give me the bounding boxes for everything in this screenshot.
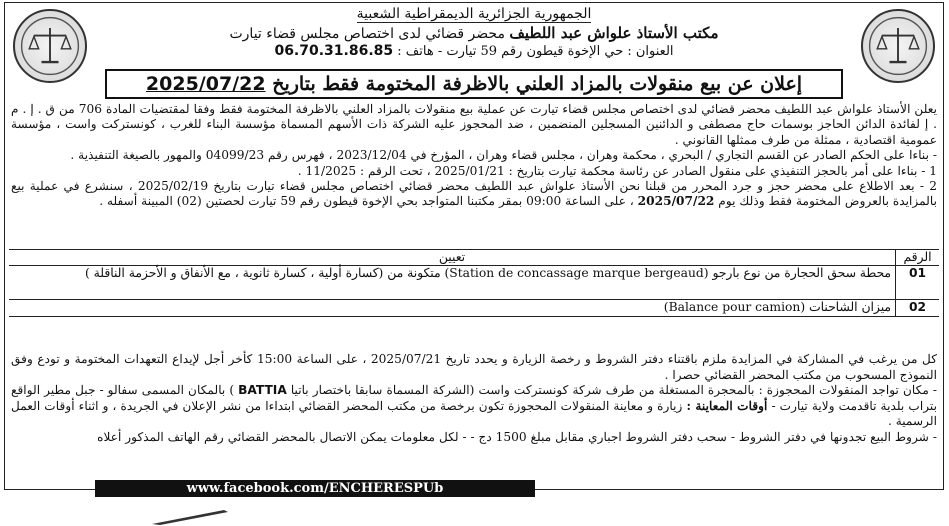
office-title	[105, 24, 843, 42]
terms-paragraph: - شروط البيع تجدونها في دفتر الشروط - سحب دفتر الشروط اجباري مقابل مبلغ 1500 دج - - لكل معلومات يمكن الاتصال بالمحضر القضائي رقم الهاتف المذكور أعلاه	[97, 429, 937, 444]
office-address	[105, 43, 843, 59]
notice-headline	[105, 69, 843, 99]
scales-icon	[863, 11, 933, 81]
sale-date-paragraph: 2 - بعد الاطلاع على محضر حجز و جرد المحرر من قبلنا نحن الأستاذ علواش عبد اللطيف محضر قضائي اختصاص مجلس قضاء تيارت بتاريخ 2025/02/19 ، سنشرع في عملية بيع بالمزايدة بالعروض المختومة فقط وذلك يوم 2025/07/22 ، على الساعة 09:00 بمقر مكتبنا المتواجد بحي الإخوة قيطون رقم 59 تيارت لحصتين (02) المبينة أسفله .	[11, 179, 937, 209]
item-description: محطة سحق الحجارة من نوع بارجو (Station de concassage marque bergeaud) متكونة من (كسارة أولية ، كسارة ثانوية ، مع الأنفاق و الأحزمة الناقلة )	[84, 266, 891, 280]
items-table-header	[9, 250, 939, 266]
company-brand: BATTIA	[238, 383, 287, 398]
facebook-link[interactable]: www.facebook.com/ENCHERESPUb	[95, 480, 535, 497]
scales-of-justice-seal-left	[13, 9, 87, 83]
notice-body	[11, 102, 937, 210]
headline-date: 2025/07/22	[145, 73, 266, 95]
item-number: 01	[895, 266, 939, 299]
office-role: محضر قضائي لدى اختصاص مجلس قضاء تيارت	[229, 26, 505, 42]
location-paragraph: - مكان تواجد المنقولات المحجوزة : بالمحجرة المستغلة من طرف شركة كونسترکت واست (الشركة المسماة سابقا باختصار باتيا BATTIA ) بالمكان المسمى سفالو - جبل مطير الواقع بتراب بلدية تاقدمت ولاية تيارت - أوقات المعاينة : زيارة و معاينة المنقولات المحجوزة تكون برخصة من مكتب المحضر القضائي ابتداءا من نشر الإعلان في الجريدة ، و اثناء أوقات العمل الرسمية .	[11, 383, 938, 429]
intro-paragraph: يعلن الأستاذ علواش عبد اللطيف محضر قضائي لدى اختصاص مجلس قضاء تيارت عن عملية بيع منقولات بالمزاد العلني بالاظرفة المختومة فقط وفقا لمقتضيات المادة 706 من ق . إ . م . إ لفائدة الدائن الحاجز بوسمات حاج مصطفى و الدائنين المسجلين المنضمين ، ضد المحجوز عليه الشركة ذات الأسهم المسماة مؤسسة البناء للغرب ، كونستركت واست ، مؤسسة عمومية اقتصادية ، ممثلة من طرف ممثلها القانوني .	[11, 102, 937, 147]
items-table	[9, 249, 939, 317]
address-text: العنوان : حي الإخوة قيطون رقم 59 تيارت - هاتف :	[397, 44, 674, 59]
office-name: مكتب الأستاذ علواش عبد اللطيف	[509, 24, 719, 42]
republic-title: الجمهورية الجزائرية الديمقراطية الشعبية	[356, 6, 592, 22]
seizure-order-paragraph: 1 - بناءا على أمر بالحجز التنفيذي على منقول الصادر عن رئاسة محكمة تيارت بتاريخ : 2025/01/21 ، تحت الرقم : 11/2025 .	[297, 163, 937, 178]
column-description-header: تعيين	[438, 250, 466, 264]
headline-text: إعلان عن بيع منقولات بالمزاد العلني بالاظرفة المختومة فقط بتاريخ	[272, 73, 803, 95]
column-number-header: الرقم	[895, 250, 939, 265]
notice-conditions	[11, 352, 937, 446]
item-number: 02	[895, 300, 939, 316]
scales-of-justice-seal-right	[861, 9, 935, 83]
scales-icon	[15, 11, 85, 81]
inspection-times-label: أوقات المعاينة :	[686, 398, 768, 413]
sale-date: 2025/07/22	[637, 194, 715, 209]
judgment-paragraph: - بناءا على الحكم الصادر عن القسم التجاري / البحري ، محكمة وهران ، مجلس قضاء وهران ، المؤرخ في 2023/12/04 ، فهرس رقم 04099/23 والمهور بالصيغة التنفيذية .	[70, 148, 937, 163]
table-row	[9, 266, 939, 300]
auction-notice	[4, 2, 944, 496]
item-description: ميزان الشاحنات (Balance pour camion)	[663, 300, 891, 314]
pen-decoration-icon	[150, 508, 230, 526]
deadline-paragraph: كل من يرغب في المشاركة في المزايدة ملزم باقتناء دفتر الشروط و رخصة الزيارة و يحدد تاريخ 2025/07/21 ، على الساعة 15:00 كأخر أجل لإيداع التعهدات المختومة و تودع وفق النموذج المسحوب من مكتب المحضر القضائي حصرا .	[11, 352, 938, 382]
table-row	[9, 300, 939, 317]
phone-number: 06.70.31.86.85	[274, 43, 394, 59]
